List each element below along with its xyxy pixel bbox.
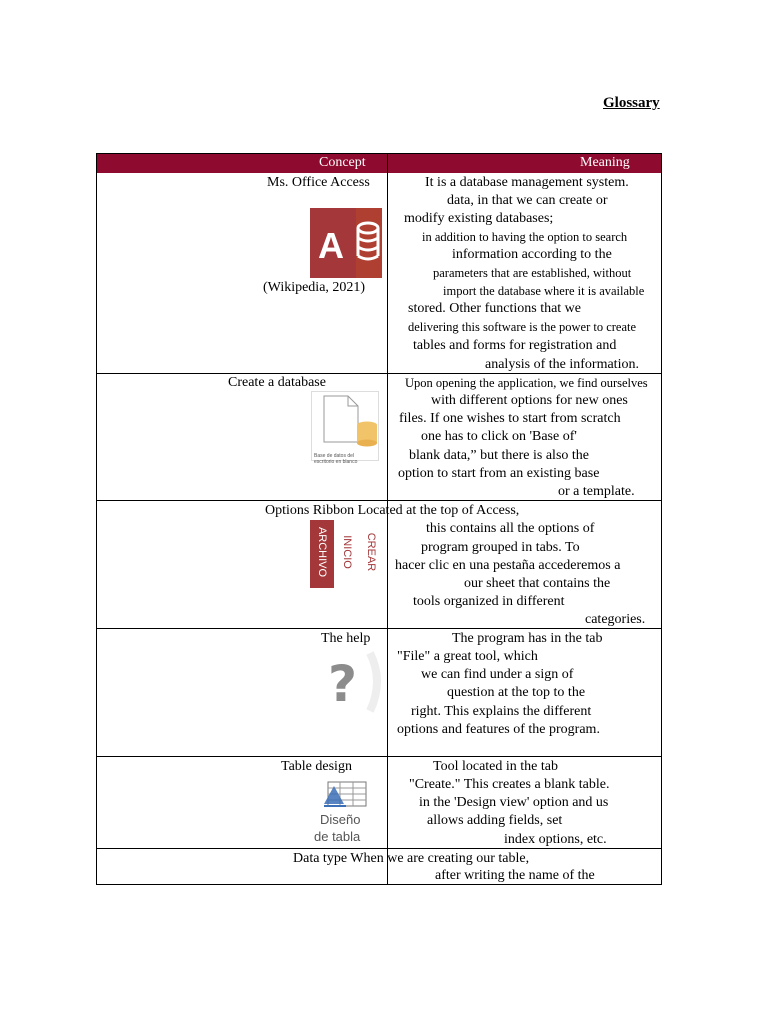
meaning-line: with different options for new ones — [431, 393, 628, 408]
meaning-line: question at the top to the — [447, 685, 586, 700]
meaning-line: modify existing databases; — [404, 211, 554, 226]
icon-caption: de tabla — [314, 829, 361, 844]
meaning-line: import the database where it is available — [443, 284, 645, 298]
blank-document-icon — [312, 392, 378, 448]
meaning-line: right. This explains the different — [411, 704, 592, 719]
meaning-line: after writing the name of the — [435, 868, 595, 883]
thumbnail-caption: Base de datos del escritorio en blanco — [314, 453, 358, 465]
meaning-line: we can find under a sign of — [421, 667, 574, 682]
meaning-line: hacer clic en una pestaña accederemos a — [395, 558, 621, 573]
meaning-line: program grouped in tabs. To — [421, 540, 580, 555]
svg-text:A: A — [318, 225, 344, 266]
meaning-line: option to start from an existing base — [398, 466, 600, 481]
meaning-line: information according to the — [452, 247, 612, 262]
icon-caption: Diseño — [320, 812, 361, 827]
row-divider — [97, 628, 661, 629]
meaning-line: our sheet that contains the — [464, 576, 611, 591]
concept-table-design: Table design — [281, 759, 352, 774]
concept-the-help: The help — [321, 631, 371, 646]
meaning-line: categories. — [585, 612, 646, 627]
meaning-line: data, in that we can create or — [447, 193, 608, 208]
meaning-line: stored. Other functions that we — [408, 301, 582, 316]
row-divider — [97, 756, 661, 757]
meaning-line: "Create." This creates a blank table. — [409, 777, 610, 792]
meaning-line: blank data,” but there is also the — [409, 448, 589, 463]
meaning-line: The program has in the tab — [452, 631, 603, 646]
concept-create-database: Create a database — [228, 375, 326, 390]
meaning-line: this contains all the options of — [426, 521, 595, 536]
help-question-icon — [326, 645, 384, 717]
meaning-line: Tool located in the tab — [433, 759, 558, 774]
concept-access: Ms. Office Access — [267, 175, 370, 190]
meaning-line: in the 'Design view' option and us — [419, 795, 609, 810]
header-meaning: Meaning — [580, 155, 630, 170]
concept-data-type: Data type When we are creating our table, — [293, 851, 530, 866]
meaning-line: analysis of the information. — [485, 357, 639, 372]
meaning-line: in addition to having the option to search — [422, 230, 628, 244]
svg-text:?: ? — [328, 655, 358, 713]
blank-database-thumbnail — [311, 391, 379, 465]
ribbon-tab-archivo: ARCHIVO — [310, 520, 334, 588]
meaning-line: Upon opening the application, we find ourselves — [405, 376, 648, 390]
meaning-line: options and features of the program. — [397, 722, 600, 737]
header-concept: Concept — [319, 155, 366, 170]
concept-options-ribbon: Options Ribbon Located at the top of Access, — [265, 503, 520, 518]
meaning-line: It is a database management system. — [425, 175, 629, 190]
table-header — [97, 154, 661, 173]
citation: (Wikipedia, 2021) — [263, 280, 366, 295]
meaning-line: parameters that are established, without — [433, 266, 632, 280]
meaning-line: index options, etc. — [504, 832, 607, 847]
meaning-line: delivering this software is the power to create — [408, 320, 637, 334]
meaning-line: allows adding fields, set — [427, 813, 563, 828]
ribbon-tab-crear: CREAR — [360, 520, 382, 588]
meaning-line: files. If one wishes to start from scratch — [399, 411, 621, 426]
page-title: Glossary — [603, 95, 660, 111]
access-logo-icon — [310, 208, 382, 278]
ribbon-tab-inicio: INICIO — [336, 520, 358, 588]
table-design-icon — [322, 780, 368, 808]
meaning-line: or a template. — [558, 484, 635, 499]
meaning-line: "File" a great tool, which — [397, 649, 538, 664]
meaning-line: tools organized in different — [413, 594, 565, 609]
meaning-line: tables and forms for registration and — [413, 338, 617, 353]
meaning-line: one has to click on 'Base of' — [421, 429, 577, 444]
